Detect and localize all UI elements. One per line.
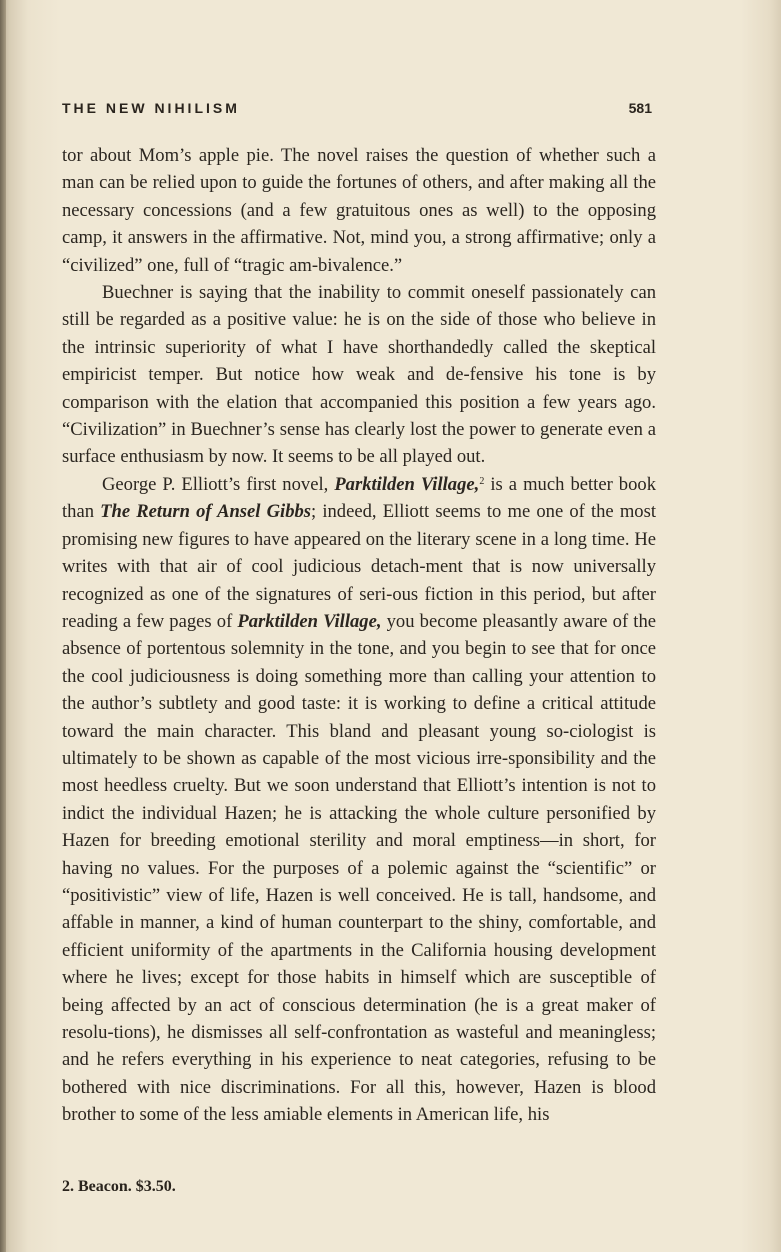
paragraph <box>62 279 656 471</box>
paragraph <box>62 142 656 279</box>
footnote-marker: 2 <box>479 475 485 487</box>
body-text <box>62 142 656 1129</box>
text-run: Buechner is saying that the inability to commit oneself passionately can still be regarded as a positive value: he is on the side of those who believe in the intrinsic superiority of what I have shorthandedly called the skeptical empiricist temper. But notice how weak and de-fensive his tone is by comparison with the elation that accompanied this position a few years ago. “Civilization” in Buechner’s sense has clearly lost the power to generate even a surface enthusiasm by now. It seems to be all played out. <box>62 282 656 468</box>
paragraph <box>62 471 656 1129</box>
text-run: is a much better book than <box>62 473 656 523</box>
italic-title: The Return of Ansel Gibbs <box>100 501 312 523</box>
text-run: you become pleasantly aware of the absence of portentous solemnity in the tone, and you begin to see that for once the cool judiciousness is doing something more than calling your attention to the author’s subtlety and good taste: it is working to define a critical attitude toward the main character. This bland and pleasant young so-ciologist is ultimately to be shown as capable of the most vicious irre-sponsibility and the most heedless cruelty. But we soon understand that Elliott’s intention is not to indict the individual Hazen; he is attacking the whole culture personified by Hazen for breeding emotional sterility and moral emptiness—in short, for having no values. For the purposes of a polemic against the “scientific” or “positivistic” view of life, Hazen is well conceived. He is tall, handsome, and affable in manner, a kind of human counterpart to the shiny, comfortable, and efficient uniformity of the apartments in the California housing development where he lives; except for those habits in himself which are susceptible of being affected by an act of conscious determination (he is a great maker of resolu-tions), he dismisses all self-confrontation as wasteful and meaningless; and he refers everything in his experience to neat categories, refusing to be bothered with nice discriminations. For all this, however, Hazen is blood brother to some of the less amiable elements in American life, his <box>62 610 657 1126</box>
text-run: tor about Mom’s apple pie. The novel raises the question of whether such a man can be relied upon to guide the fortunes of others, and after making all the necessary concessions (and a few gratuitous ones as well) to the opposing camp, it answers in the affirmative. Not, mind you, a strong affirmative; only a “civilized” one, full of “tragic am-bivalence.” <box>62 145 656 276</box>
footnote: 2. Beacon. $3.50. <box>62 1178 176 1195</box>
running-head <box>62 100 652 124</box>
page-number: 581 <box>628 100 652 116</box>
italic-title: Parktilden Village, <box>237 610 382 632</box>
text-run: ; indeed, Elliott seems to me one of the most promising new figures to have appeared on the literary scene in a long time. He writes with that air of cool judicious detach-ment that is now universally recognized as one of the signatures of seri-ous fiction in this period, but after reading a few pages of <box>62 501 656 632</box>
text-run: George P. Elliott’s first novel, <box>102 473 335 495</box>
page-gutter-shadow <box>0 0 6 1252</box>
running-head-title: THE NEW NIHILISM <box>62 100 240 116</box>
italic-title: Parktilden Village, <box>334 473 480 495</box>
